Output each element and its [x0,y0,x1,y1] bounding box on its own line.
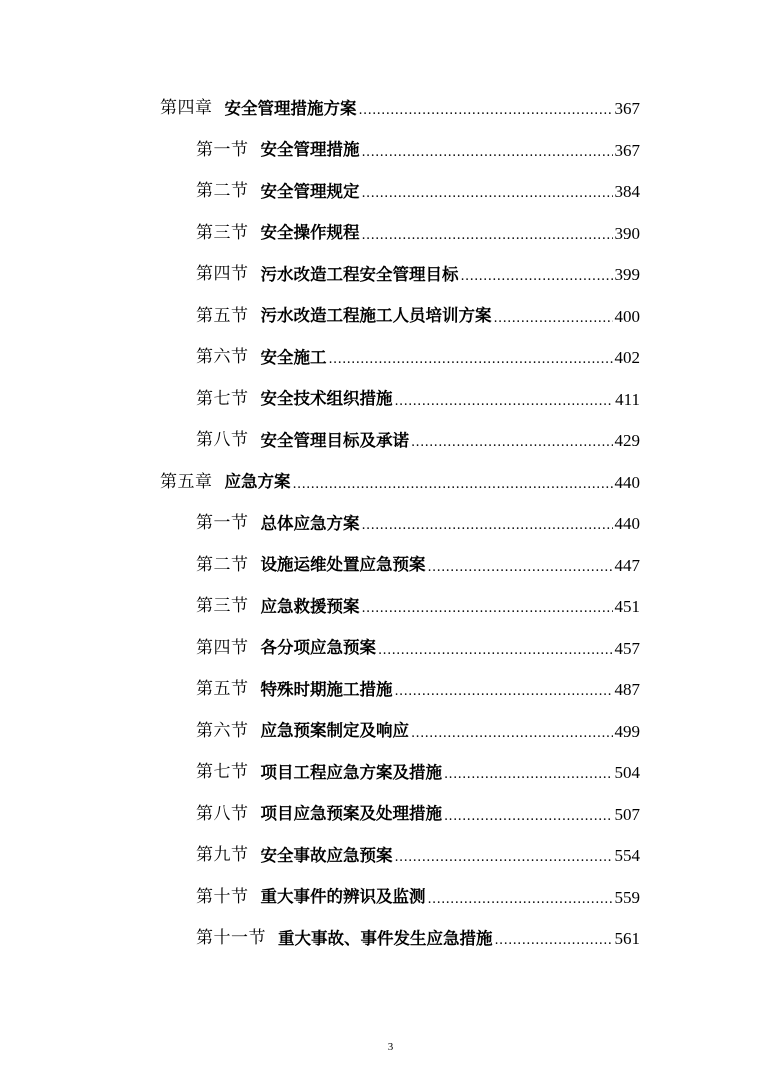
toc-entry-section[interactable] [0,586,640,628]
toc-entry-number: 第二节 [196,554,249,575]
toc-entry-number: 第三节 [196,596,249,617]
dot-leader [444,768,613,781]
toc-entry-page: 400 [614,306,640,326]
toc-entry-title: 设施运维处置应急预案 [260,555,426,574]
toc-entry-section[interactable] [0,337,640,379]
toc-entry-title: 污水改造工程安全管理目标 [260,264,459,284]
dot-leader [362,229,613,242]
toc-entry-title: 重大事件的辨识及监测 [260,887,426,906]
dot-leader [362,602,613,615]
toc-entry-number: 第十节 [196,886,249,907]
dot-leader [428,561,613,574]
dot-leader [444,810,613,823]
toc-entry-title: 安全管理措施方案 [224,98,357,118]
toc-entry-page: 559 [614,887,640,907]
toc-entry-section[interactable] [0,877,640,919]
toc-entry-section[interactable] [0,213,640,255]
toc-entry-section[interactable] [0,628,640,670]
toc-entry-page: 367 [614,99,640,119]
toc-entry-page: 457 [614,638,640,658]
toc-entry-section[interactable] [0,130,640,172]
toc-entry-page: 390 [614,223,640,243]
toc-entry-title: 应急预案制定及响应 [260,721,409,740]
toc-entry-title: 安全施工 [260,347,327,367]
table-of-contents [0,88,761,960]
toc-entry-section[interactable] [0,171,640,213]
toc-entry-number: 第七节 [196,388,249,409]
toc-entry-title: 总体应急方案 [260,513,360,533]
toc-entry-title: 应急救援预案 [260,596,360,616]
toc-entry-page: 399 [614,265,640,285]
toc-entry-number: 第六节 [196,347,249,368]
toc-entry-number: 第一节 [196,139,249,160]
dot-leader [378,644,613,657]
toc-entry-section[interactable] [0,296,640,338]
toc-entry-number: 第五节 [196,305,249,326]
toc-entry-number: 第三节 [196,222,249,243]
toc-entry-section[interactable] [0,545,640,587]
dot-leader [395,395,614,408]
toc-entry-page: 384 [614,182,640,202]
dot-leader [395,685,613,698]
toc-entry-page: 440 [614,514,640,534]
toc-entry-title: 安全事故应急预案 [260,845,393,865]
toc-entry-section[interactable] [0,420,640,462]
dot-leader [494,312,613,325]
dot-leader [362,146,613,159]
dot-leader [362,519,613,532]
toc-entry-page: 367 [614,140,640,160]
toc-entry-section[interactable] [0,669,640,711]
toc-entry-section[interactable] [0,379,640,421]
toc-entry-section[interactable] [0,835,640,877]
toc-entry-page: 451 [614,597,640,617]
toc-entry-number: 第四节 [196,264,249,285]
toc-entry-number: 第二节 [196,181,249,202]
toc-entry-page: 447 [614,555,640,575]
toc-entry-section[interactable] [0,752,640,794]
dot-leader [428,893,613,906]
toc-entry-section[interactable] [0,503,640,545]
toc-entry-page: 499 [614,721,640,741]
toc-entry-page: 429 [614,431,640,451]
toc-entry-title: 项目应急预案及处理措施 [260,804,442,823]
toc-entry-title: 各分项应急预案 [260,638,376,657]
dot-leader [411,727,613,740]
page-number: 3 [387,1041,394,1053]
toc-entry-number: 第六节 [196,720,249,741]
toc-entry-title: 安全管理目标及承诺 [260,430,409,450]
toc-entry-page: 507 [614,804,640,824]
toc-entry-title: 特殊时期施工措施 [260,679,393,699]
toc-entry-page: 402 [614,348,640,368]
toc-entry-title: 重大事故、事件发生应急措施 [278,928,493,948]
toc-entry-number: 第五节 [196,679,249,700]
dot-leader [461,270,613,283]
dot-leader [362,187,613,200]
toc-entry-number: 第九节 [196,845,249,866]
toc-entry-number: 第五章 [160,471,213,492]
toc-entry-title: 安全技术组织措施 [260,389,393,408]
toc-entry-title: 污水改造工程施工人员培训方案 [260,306,492,325]
toc-entry-page: 554 [614,846,640,866]
toc-entry-title: 项目工程应急方案及措施 [260,762,442,782]
toc-entry-page: 561 [614,929,640,949]
toc-entry-chapter-5[interactable] [0,462,640,504]
toc-entry-page: 487 [614,680,640,700]
toc-entry-number: 第八节 [196,803,249,824]
toc-entry-number: 第七节 [196,762,249,783]
toc-entry-section[interactable] [0,794,640,836]
dot-leader [395,851,613,864]
dot-leader [495,934,613,947]
dot-leader [411,436,613,449]
dot-leader [293,478,613,491]
toc-entry-number: 第八节 [196,430,249,451]
toc-entry-title: 安全操作规程 [260,223,360,242]
toc-entry-number: 第一节 [196,513,249,534]
toc-entry-page: 411 [615,389,640,409]
toc-entry-chapter-4[interactable] [0,88,640,130]
dot-leader [329,353,613,366]
toc-entry-section[interactable] [0,254,640,296]
toc-entry-section[interactable] [0,711,640,753]
toc-entry-title: 安全管理规定 [260,181,360,201]
toc-entry-number: 第十一节 [196,928,266,949]
toc-entry-number: 第四节 [196,637,249,658]
toc-entry-title: 应急方案 [224,472,291,491]
dot-leader [359,104,613,117]
toc-entry-section[interactable] [0,918,640,960]
toc-entry-title: 安全管理措施 [260,140,360,159]
toc-entry-page: 440 [614,472,640,492]
toc-entry-page: 504 [614,763,640,783]
toc-entry-number: 第四章 [160,98,213,119]
